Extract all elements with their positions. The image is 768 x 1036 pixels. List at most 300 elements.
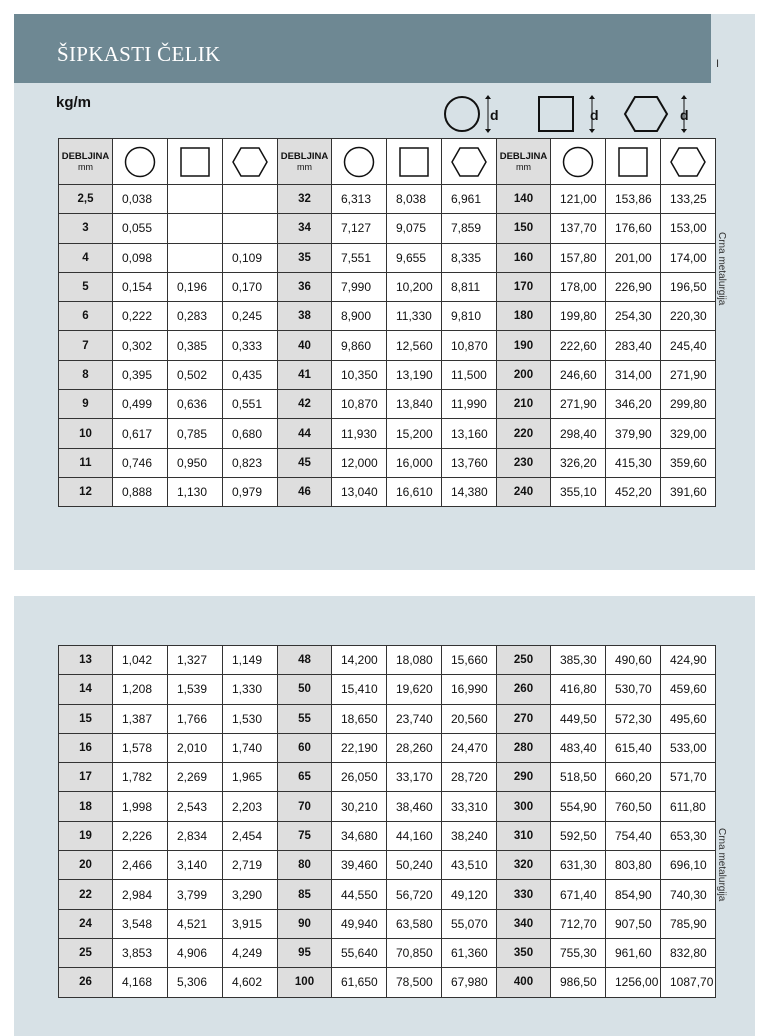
weight-cell: 196,50 [661,272,716,301]
weight-cell: 3,548 [113,909,168,938]
thickness-cell: 240 [497,477,551,506]
weight-cell: 78,500 [387,968,442,997]
unit-label: kg/m [56,94,92,111]
table-row [59,733,716,762]
weight-cell: 18,080 [387,646,442,675]
weight-cell: 832,80 [661,938,716,967]
thickness-cell: 18 [59,792,113,821]
table-row [59,792,716,821]
weight-cell [168,243,223,272]
weight-cell: 0,222 [113,302,168,331]
thickness-header [278,139,332,185]
table-row [59,272,716,301]
thickness-cell: 320 [497,851,551,880]
weight-cell: 3,140 [168,851,223,880]
weight-table-1 [58,138,716,507]
thickness-header-unit: mm [516,161,531,172]
weight-cell: 15,200 [387,419,442,448]
weight-cell: 55,640 [332,938,387,967]
weight-cell: 785,90 [661,909,716,938]
weight-cell: 63,580 [387,909,442,938]
thickness-cell: 14 [59,675,113,704]
weight-cell: 7,990 [332,272,387,301]
weight-cell: 153,86 [606,185,661,214]
thickness-header-unit: mm [297,161,312,172]
hexagon-header [661,139,716,185]
weight-cell: 28,260 [387,733,442,762]
table-row [59,675,716,704]
weight-cell: 355,10 [551,477,606,506]
weight-cell: 495,60 [661,704,716,733]
table-row [59,302,716,331]
weight-cell: 11,930 [332,419,387,448]
side-label: Crna metalurgija [716,828,727,902]
thickness-cell: 8 [59,360,113,389]
table-row [59,909,716,938]
weight-cell: 298,40 [551,419,606,448]
weight-cell: 0,950 [168,448,223,477]
weight-cell: 9,810 [442,302,497,331]
weight-cell: 220,30 [661,302,716,331]
thickness-cell: 4 [59,243,113,272]
thickness-cell: 35 [278,243,332,272]
thickness-cell: 95 [278,938,332,967]
hexagon-header [442,139,497,185]
thickness-cell: 200 [497,360,551,389]
weight-cell: 0,395 [113,360,168,389]
hexagon-icon [622,94,698,134]
weight-cell: 346,20 [606,390,661,419]
weight-cell: 13,840 [387,390,442,419]
weight-cell: 157,80 [551,243,606,272]
weight-cell: 1,578 [113,733,168,762]
hexagon-icon [668,145,708,179]
round-header [113,139,168,185]
weight-cell: 137,70 [551,214,606,243]
weight-cell: 424,90 [661,646,716,675]
weight-cell [223,185,278,214]
thickness-cell: 170 [497,272,551,301]
thickness-cell: 17 [59,763,113,792]
weight-cell: 1256,00 [606,968,661,997]
weight-cell: 12,560 [387,331,442,360]
weight-cell: 0,746 [113,448,168,477]
weight-cell: 2,269 [168,763,223,792]
weight-cell: 11,990 [442,390,497,419]
weight-cell: 416,80 [551,675,606,704]
weight-cell: 4,602 [223,968,278,997]
weight-cell: 0,283 [168,302,223,331]
thickness-cell: 5 [59,272,113,301]
square-header [387,139,442,185]
weight-cell: 0,098 [113,243,168,272]
weight-cell: 16,610 [387,477,442,506]
thickness-cell: 12 [59,477,113,506]
thickness-cell: 10 [59,419,113,448]
thickness-cell: 160 [497,243,551,272]
thickness-cell: 44 [278,419,332,448]
weight-cell: 1,208 [113,675,168,704]
weight-cell: 14,380 [442,477,497,506]
thickness-cell: 260 [497,675,551,704]
table-body-2 [59,646,716,998]
thickness-cell: 230 [497,448,551,477]
weight-cell: 0,196 [168,272,223,301]
thickness-cell: 9 [59,390,113,419]
square-icon [616,145,650,179]
thickness-header-label: DEBLJINA [499,150,548,162]
thickness-cell: 90 [278,909,332,938]
weight-cell: 26,050 [332,763,387,792]
thickness-cell: 16 [59,733,113,762]
table-row [59,185,716,214]
weight-cell: 49,940 [332,909,387,938]
weight-cell: 43,510 [442,851,497,880]
weight-cell: 379,90 [606,419,661,448]
weight-cell: 1,130 [168,477,223,506]
thickness-cell: 34 [278,214,332,243]
weight-cell: 61,650 [332,968,387,997]
weight-cell: 1,042 [113,646,168,675]
weight-cell: 2,834 [168,821,223,850]
weight-cell: 254,30 [606,302,661,331]
hexagon-icon [230,145,270,179]
weight-cell: 11,500 [442,360,497,389]
thickness-cell: 210 [497,390,551,419]
weight-cell: 533,00 [661,733,716,762]
table-row [59,646,716,675]
weight-cell: 133,25 [661,185,716,214]
legend-hexagon [622,94,698,134]
weight-cell: 271,90 [551,390,606,419]
weight-cell: 10,870 [442,331,497,360]
weight-cell: 13,190 [387,360,442,389]
thickness-cell: 270 [497,704,551,733]
thickness-cell: 350 [497,938,551,967]
weight-cell: 1,330 [223,675,278,704]
weight-cell: 14,200 [332,646,387,675]
table-row [59,880,716,909]
thickness-cell: 140 [497,185,551,214]
table-row [59,390,716,419]
legend-round [442,94,512,134]
square-icon [178,145,212,179]
thickness-cell: 45 [278,448,332,477]
weight-cell: 9,075 [387,214,442,243]
weight-cell: 15,410 [332,675,387,704]
weight-cell: 0,245 [223,302,278,331]
weight-cell: 0,823 [223,448,278,477]
weight-cell: 22,190 [332,733,387,762]
weight-cell: 246,60 [551,360,606,389]
weight-cell: 10,350 [332,360,387,389]
weight-cell: 39,460 [332,851,387,880]
thickness-cell: 290 [497,763,551,792]
thickness-cell: 11 [59,448,113,477]
table-row [59,331,716,360]
weight-cell: 0,888 [113,477,168,506]
table-row [59,419,716,448]
thickness-cell: 300 [497,792,551,821]
weight-cell: 44,160 [387,821,442,850]
weight-cell: 67,980 [442,968,497,997]
thickness-cell: 55 [278,704,332,733]
weight-cell: 4,168 [113,968,168,997]
weight-cell: 70,850 [387,938,442,967]
table-header-row [59,139,716,185]
weight-cell: 4,249 [223,938,278,967]
weight-cell: 314,00 [606,360,661,389]
weight-cell: 359,60 [661,448,716,477]
weight-cell: 329,00 [661,419,716,448]
weight-cell: 8,038 [387,185,442,214]
weight-cell: 615,40 [606,733,661,762]
thickness-cell: 310 [497,821,551,850]
weight-cell: 23,740 [387,704,442,733]
weight-cell: 961,60 [606,938,661,967]
weight-cell: 391,60 [661,477,716,506]
weight-cell: 490,60 [606,646,661,675]
weight-cell: 1,327 [168,646,223,675]
thickness-header-label: DEBLJINA [280,150,329,162]
square-header [168,139,223,185]
weight-cell: 153,00 [661,214,716,243]
weight-cell: 572,30 [606,704,661,733]
d-label: d [680,107,689,123]
legend-square [536,94,606,134]
weight-cell: 299,80 [661,390,716,419]
thickness-cell: 280 [497,733,551,762]
weight-cell: 7,551 [332,243,387,272]
weight-cell: 61,360 [442,938,497,967]
thickness-cell: 220 [497,419,551,448]
weight-cell: 611,80 [661,792,716,821]
weight-cell: 0,979 [223,477,278,506]
weight-cell: 660,20 [606,763,661,792]
thickness-cell: 150 [497,214,551,243]
weight-cell: 19,620 [387,675,442,704]
thickness-cell: 36 [278,272,332,301]
weight-cell: 33,170 [387,763,442,792]
weight-cell: 44,550 [332,880,387,909]
weight-cell: 740,30 [661,880,716,909]
thickness-cell: 13 [59,646,113,675]
circle-icon [442,94,512,134]
thickness-cell: 32 [278,185,332,214]
thickness-header-label: DEBLJINA [61,150,110,162]
weight-cell: 0,302 [113,331,168,360]
round-header [332,139,387,185]
weight-cell: 7,859 [442,214,497,243]
weight-cell: 178,00 [551,272,606,301]
weight-cell: 571,70 [661,763,716,792]
thickness-cell: 75 [278,821,332,850]
weight-cell: 10,200 [387,272,442,301]
weight-cell: 11,330 [387,302,442,331]
thickness-cell: 2,5 [59,185,113,214]
weight-cell: 0,636 [168,390,223,419]
thickness-cell: 26 [59,968,113,997]
weight-cell: 8,811 [442,272,497,301]
weight-cell: 3,853 [113,938,168,967]
weight-cell: 28,720 [442,763,497,792]
weight-cell: 2,543 [168,792,223,821]
weight-cell: 18,650 [332,704,387,733]
thickness-cell: 22 [59,880,113,909]
weight-cell: 671,40 [551,880,606,909]
weight-cell: 226,90 [606,272,661,301]
weight-cell: 13,040 [332,477,387,506]
thickness-cell: 180 [497,302,551,331]
hexagon-header [223,139,278,185]
weight-cell: 13,760 [442,448,497,477]
weight-cell [168,185,223,214]
weight-cell: 7,127 [332,214,387,243]
weight-cell: 554,90 [551,792,606,821]
weight-cell: 1,998 [113,792,168,821]
weight-cell: 24,470 [442,733,497,762]
weight-cell: 199,80 [551,302,606,331]
weight-cell: 0,551 [223,390,278,419]
weight-cell: 6,961 [442,185,497,214]
weight-cell: 1,530 [223,704,278,733]
weight-cell: 326,20 [551,448,606,477]
weight-cell: 760,50 [606,792,661,821]
thickness-cell: 6 [59,302,113,331]
weight-cell: 3,915 [223,909,278,938]
weight-cell: 2,203 [223,792,278,821]
table-row [59,704,716,733]
weight-cell: 121,00 [551,185,606,214]
weight-cell: 755,30 [551,938,606,967]
weight-cell: 16,000 [387,448,442,477]
weight-cell: 271,90 [661,360,716,389]
weight-cell: 9,655 [387,243,442,272]
thickness-cell: 65 [278,763,332,792]
weight-cell: 3,799 [168,880,223,909]
weight-cell: 33,310 [442,792,497,821]
weight-cell: 2,466 [113,851,168,880]
weight-table-2 [58,645,716,998]
weight-cell: 0,785 [168,419,223,448]
weight-cell [223,214,278,243]
weight-cell: 0,154 [113,272,168,301]
table-row [59,968,716,997]
weight-cell: 1087,70 [661,968,716,997]
weight-cell: 803,80 [606,851,661,880]
weight-cell: 222,60 [551,331,606,360]
weight-cell: 4,521 [168,909,223,938]
weight-cell: 0,109 [223,243,278,272]
thickness-cell: 400 [497,968,551,997]
weight-cell: 631,30 [551,851,606,880]
weight-cell: 1,539 [168,675,223,704]
weight-cell: 5,306 [168,968,223,997]
table-body-1 [59,185,716,507]
weight-cell: 1,740 [223,733,278,762]
weight-cell: 986,50 [551,968,606,997]
weight-cell: 712,70 [551,909,606,938]
weight-cell: 9,860 [332,331,387,360]
weight-cell: 530,70 [606,675,661,704]
weight-cell: 518,50 [551,763,606,792]
weight-cell: 483,40 [551,733,606,762]
page-title: ŠIPKASTI ČELIK [57,42,221,66]
weight-cell: 56,720 [387,880,442,909]
weight-cell: 0,038 [113,185,168,214]
weight-cell: 176,60 [606,214,661,243]
d-label: d [490,107,499,123]
thickness-cell: 38 [278,302,332,331]
thickness-cell: 70 [278,792,332,821]
weight-cell: 385,30 [551,646,606,675]
thickness-cell: 19 [59,821,113,850]
weight-cell: 696,10 [661,851,716,880]
weight-cell: 8,335 [442,243,497,272]
weight-cell: 15,660 [442,646,497,675]
weight-cell: 3,290 [223,880,278,909]
thickness-cell: 80 [278,851,332,880]
thickness-cell: 24 [59,909,113,938]
weight-cell: 449,50 [551,704,606,733]
weight-cell: 0,499 [113,390,168,419]
circle-icon [342,145,376,179]
thickness-cell: 7 [59,331,113,360]
side-label: Crna metalurgija [716,232,727,306]
weight-cell: 854,90 [606,880,661,909]
weight-cell: 34,680 [332,821,387,850]
table-row [59,763,716,792]
weight-cell: 2,010 [168,733,223,762]
weight-cell: 2,454 [223,821,278,850]
weight-cell: 0,055 [113,214,168,243]
weight-cell: 8,900 [332,302,387,331]
weight-cell: 201,00 [606,243,661,272]
weight-cell: 38,460 [387,792,442,821]
thickness-cell: 330 [497,880,551,909]
thickness-cell: 3 [59,214,113,243]
d-label: d [590,107,599,123]
weight-cell: 38,240 [442,821,497,850]
weight-cell: 452,20 [606,477,661,506]
weight-cell: 2,719 [223,851,278,880]
weight-cell: 283,40 [606,331,661,360]
weight-cell: 49,120 [442,880,497,909]
weight-cell: 592,50 [551,821,606,850]
weight-cell: 174,00 [661,243,716,272]
weight-cell: 16,990 [442,675,497,704]
thickness-cell: 50 [278,675,332,704]
title-bar [14,14,711,83]
weight-cell: 50,240 [387,851,442,880]
weight-cell: 1,782 [113,763,168,792]
table-row [59,938,716,967]
weight-cell: 415,30 [606,448,661,477]
table-row [59,360,716,389]
weight-cell: 1,766 [168,704,223,733]
square-header [606,139,661,185]
weight-cell: 907,50 [606,909,661,938]
square-icon [397,145,431,179]
thickness-cell: 42 [278,390,332,419]
weight-cell: 0,502 [168,360,223,389]
thickness-cell: 250 [497,646,551,675]
thickness-cell: 340 [497,909,551,938]
thickness-header-unit: mm [78,161,93,172]
circle-icon [561,145,595,179]
weight-cell: 0,680 [223,419,278,448]
table-row [59,214,716,243]
